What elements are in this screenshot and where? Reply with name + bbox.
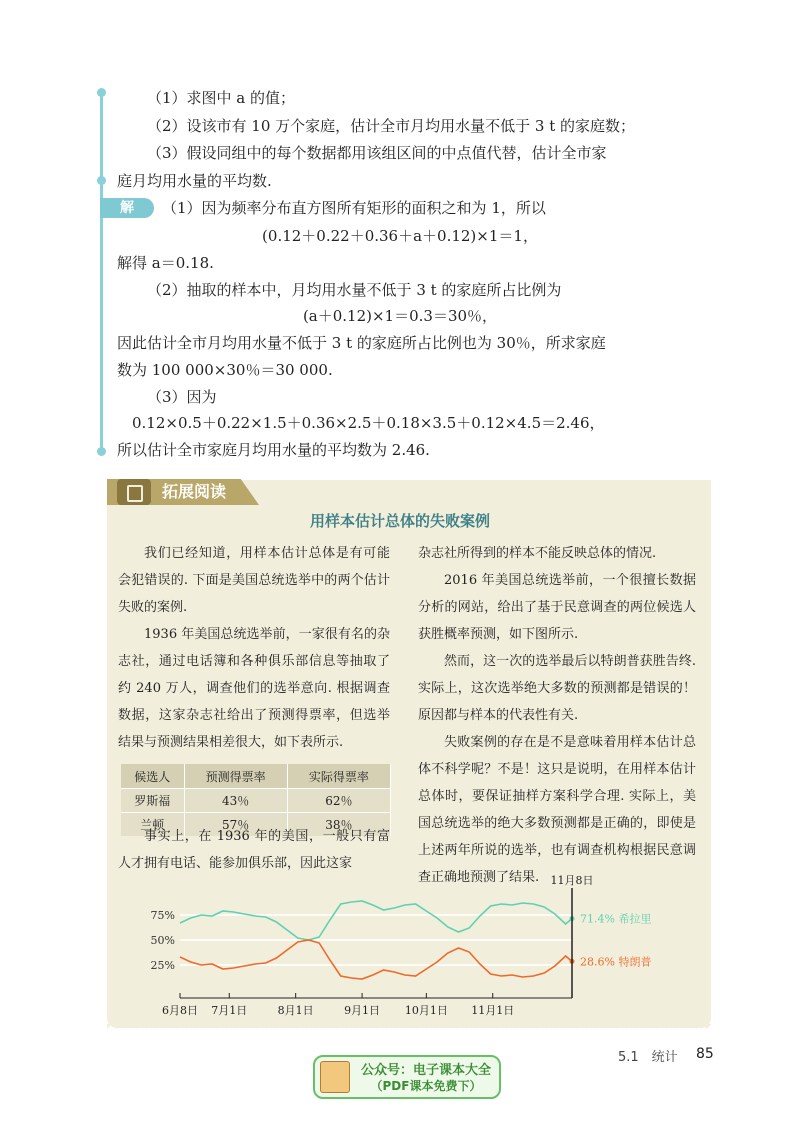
x-tick-label: 7月1日 [211,1004,248,1017]
question-2: （2）设该市有 10 万个家庭，估计全市月均用水量不低于 3 t 的家庭数； [147,117,636,135]
solution-line: （1）因为频率分布直方图所有矩形的面积之和为 1，所以 [162,199,546,217]
table-header: 预测得票率 [184,764,287,789]
book-icon [117,479,151,505]
paragraph: 事实上，在 1936 年的美国，一般只有富人才拥有电话、能参加俱乐部，因此这家 [118,829,390,871]
rule-knot [97,88,106,97]
paragraph: 杂志社所得到的样本不能反映总体的情况. [418,546,657,561]
margin-rule [100,92,103,454]
paragraph: 1936 年美国总统选举前，一家很有名的杂志社，通过电话簿和各种俱乐部信息等抽取了约 240 万人，调查他们的选举意向. 根据调查数据，这家杂志社给出了预测得票率，但选举结果与预测结果相差很大，如下表所示. [118,627,390,750]
right-column [418,540,696,891]
series-line-特朗普 [180,940,572,979]
chart-grid [180,915,572,965]
table-header: 实际得票率 [287,764,390,789]
y-tick-label: 25% [150,959,175,972]
table-header-row [121,764,391,789]
y-tick-label: 50% [150,934,175,947]
y-tick-label: 75% [150,909,175,922]
y-axis-labels [151,909,175,972]
paragraph: 失败案例的存在是不是意味着用样本估计总体不科学呢？不是！这只是说明，在用样本估计总体时，要保证抽样方案科学合理. 实际上，美国总统选举的绝大多数预测都是正确的，即使是上述两年所说的选举，也有调查机构根据民意调查正确地预测了结果. [418,735,696,885]
rule-knot [97,176,106,185]
table-header: 候选人 [121,764,184,789]
paragraph: 2016 年美国总统选举前，一个很擅长数据分析的网站，给出了基于民意调查的两位候选人获胜概率预测，如下图所示. [418,573,696,642]
badge-line2: （PDF课本免费下） [370,1079,482,1093]
table-cell: 43％ [184,789,287,813]
solution-line: （2）抽取的样本中，月均用水量不低于 3 t 的家庭所占比例为 [147,281,562,299]
solution-badge: 解 [100,198,154,218]
series-end-label: 71.4% 希拉里 [580,912,652,926]
paragraph: 我们已经知道，用样本估计总体是有可能会犯错误的. 下面是美国总统选举中的两个估计失败的案例. [118,546,390,615]
x-tick-label: 9月1日 [344,1004,381,1017]
badge-line1: 公众号：电子课本大全 [360,1063,491,1078]
table-cell: 38％ [287,813,390,837]
page-number: 85 [696,1046,714,1062]
x-tick-label: 6月8日 [162,1004,198,1017]
left-column [118,540,390,756]
x-tick-label: 11月1日 [471,1004,515,1017]
x-axis [162,993,572,1017]
table-cell: 罗斯福 [121,789,184,813]
x-tick-label: 8月1日 [277,1004,314,1017]
solution-formula: 0.12×0.5＋0.22×1.5＋0.36×2.5＋0.18×3.5＋0.12×4.5＝2.46， [132,414,605,432]
rule-knot [97,447,106,456]
series-end-label: 28.6% 特朗普 [580,955,652,969]
solution-line: 数为 100 000×30％＝30 000. [117,361,333,379]
question-3-line1: （3）假设同组中的每个数据都用该组区间的中点值代替，估计全市家 [147,144,607,162]
watermark-badge [313,1055,501,1099]
marker-label: 11月8日 [550,874,594,887]
solution-formula: (0.12＋0.22＋0.36＋a＋0.12)×1＝1， [262,227,538,245]
extension-title: 用样本估计总体的失败案例 [309,512,490,530]
table-cell: 57％ [184,813,287,837]
solution-line: 解得 a＝0.18. [117,254,214,272]
question-3-line2: 庭月均用水量的平均数. [117,172,272,190]
solution-formula: (a＋0.12)×1＝0.3＝30％， [302,307,498,325]
series-line-希拉里 [180,901,572,940]
question-1: （1）求图中 a 的值； [147,89,296,107]
table-cell: 兰顿 [121,813,184,837]
win-probability-chart [140,874,700,1020]
book-icon [320,1061,350,1093]
left-column-after-table [118,823,390,877]
x-tick-label: 10月1日 [404,1004,448,1017]
table-row [121,789,391,813]
section-label: 5.1 统计 [618,1050,678,1065]
solution-line: 所以估计全市家庭月均用水量的平均数为 2.46. [117,441,430,459]
paragraph: 然而，这一次的选举最后以特朗普获胜告终. 实际上，这次选举绝大多数的预测都是错误的！原因都与样本的代表性有关. [418,654,696,723]
solution-line: （3）因为 [147,388,217,406]
solution-line: 因此估计全市月均用水量不低于 3 t 的家庭所占比例也为 30％，所求家庭 [117,334,606,352]
table-cell: 62％ [287,789,390,813]
box-zigzag-edge [107,1024,711,1034]
date-marker [551,874,594,998]
extension-tab-label: 拓展阅读 [162,482,227,501]
